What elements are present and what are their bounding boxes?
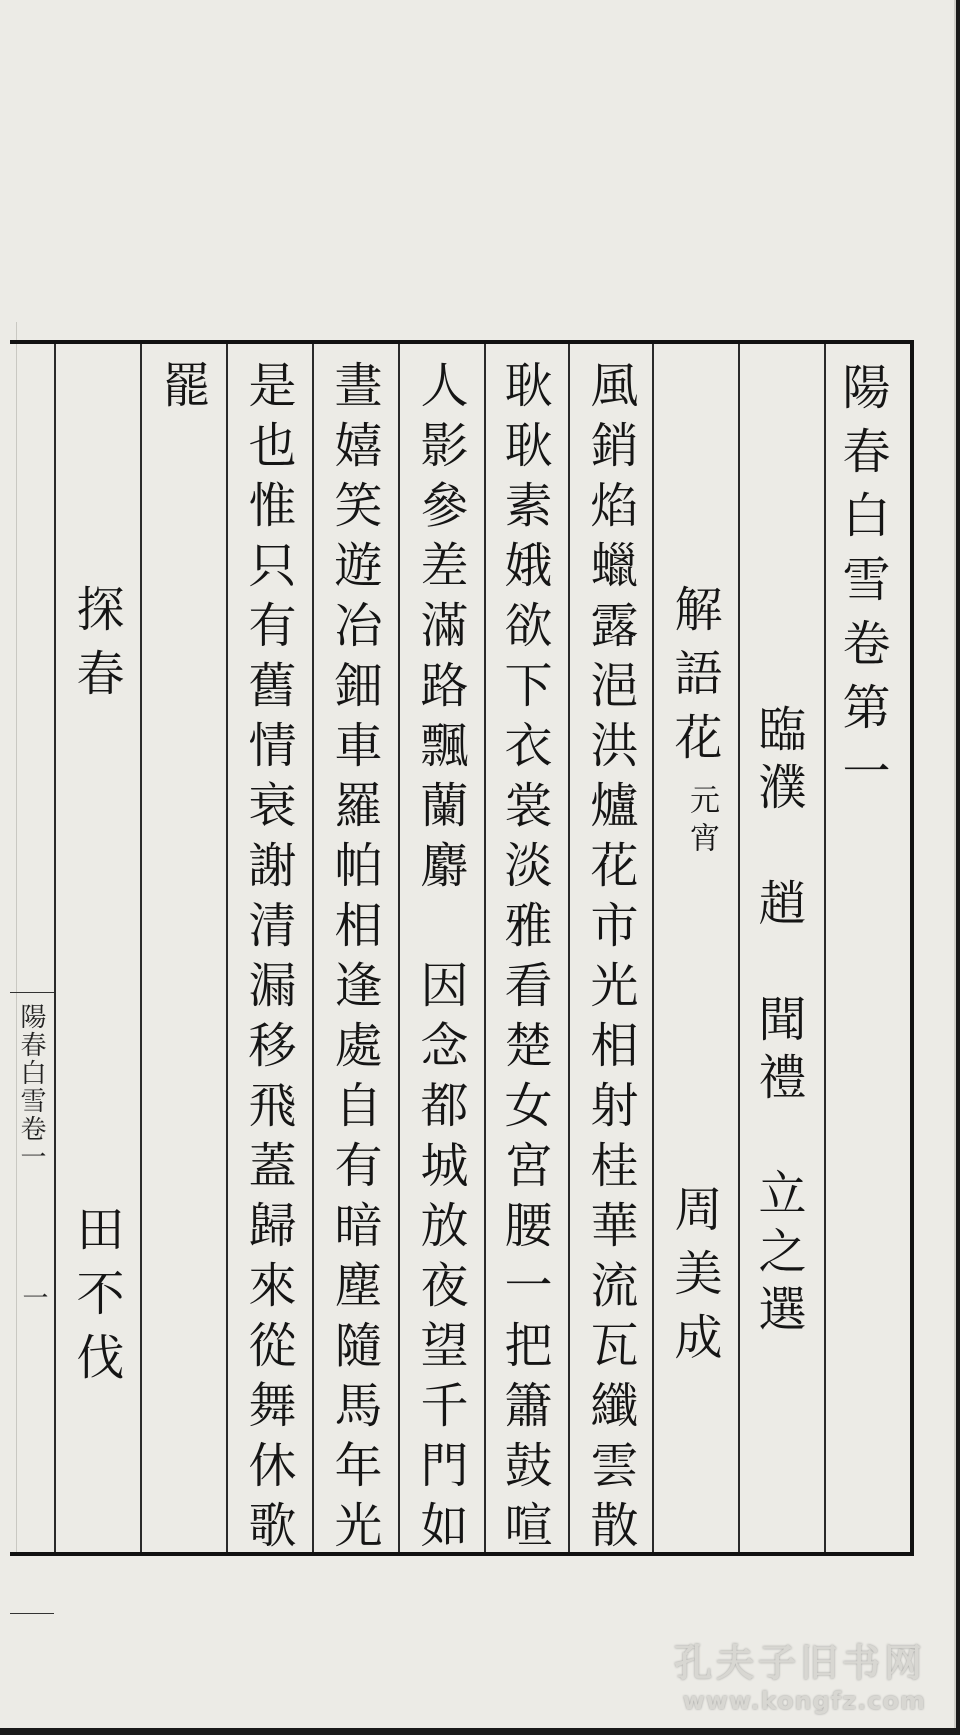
column-rule (824, 344, 826, 1552)
poem-line: 罷 (154, 360, 210, 424)
poem-subtitle: 元宵 (684, 784, 719, 860)
spine-label: 陽春白雪卷一 (16, 1003, 46, 1171)
poem-line: 是也惟只有舊情衰謝清漏移飛蓋歸來從舞休歌 (240, 360, 296, 1560)
poem-author: 田不伐 (68, 1204, 124, 1396)
text-frame (10, 340, 914, 1560)
column-rule (484, 344, 486, 1552)
poem-tune-title: 探春 (68, 584, 124, 712)
spine-page-number: 一 (18, 1284, 48, 1312)
column-rule (140, 344, 142, 1552)
column-rule (652, 344, 654, 1552)
poem-line: 風銷焰蠟露浥洪爐花市光相射桂華流瓦纖雲散 (582, 360, 638, 1560)
poem-tune-title: 解語花 (666, 584, 722, 776)
poem-line: 人影參差滿路飄蘭麝 因念都城放夜望千門如 (412, 360, 468, 1560)
watermark-url: www.kongfz.com (682, 1687, 926, 1715)
poem-author: 周美成 (666, 1184, 722, 1376)
poem-line: 耿耿素娥欲下衣裳淡雅看楚女宮腰一把簫鼓喧 (496, 360, 552, 1560)
editor-credit: 臨濮 趙 聞禮 立之選 (750, 704, 806, 1342)
column-rule (738, 344, 740, 1552)
column-rule (398, 344, 400, 1552)
watermark-site-name: 孔夫子旧书网 (673, 1641, 926, 1685)
column-rule (312, 344, 314, 1552)
poem-line: 晝嬉笑遊冶鈿車羅帕相逢處自有暗塵隨馬年光 (326, 360, 382, 1560)
watermark (674, 1632, 926, 1715)
column-rule (54, 344, 56, 1552)
column-rule (568, 344, 570, 1552)
book-title: 陽春白雪卷第一 (834, 362, 890, 810)
column-rule (226, 344, 228, 1552)
